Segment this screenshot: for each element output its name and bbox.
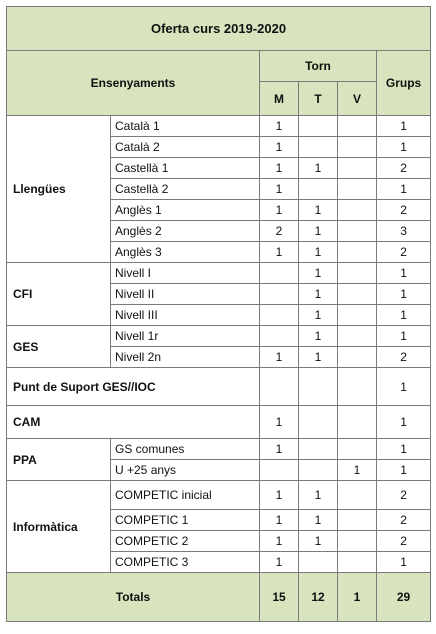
shift-t-cell: 1 [299, 263, 338, 284]
shift-v-cell [338, 284, 377, 305]
shift-m-cell [260, 368, 299, 406]
shift-m-cell: 1 [260, 158, 299, 179]
subject-cell: COMPETIC 1 [111, 510, 260, 531]
shift-t-cell: 1 [299, 305, 338, 326]
groups-cell: 2 [377, 200, 431, 221]
groups-cell: 2 [377, 510, 431, 531]
total-shift-t: 12 [299, 573, 338, 622]
shift-t-cell: 1 [299, 481, 338, 510]
offer-table [6, 6, 431, 622]
shift-v-cell [338, 326, 377, 347]
category-cell: CFI [7, 263, 111, 326]
shift-v-cell [338, 552, 377, 573]
shift-t-cell: 1 [299, 347, 338, 368]
subject-cell: Nivell 1r [111, 326, 260, 347]
shift-m-cell [260, 263, 299, 284]
category-cell: Llengües [7, 116, 111, 263]
header-row-top [7, 51, 431, 82]
groups-cell: 1 [377, 284, 431, 305]
table-row [7, 326, 431, 347]
shift-v-cell [338, 510, 377, 531]
shift-m-cell: 1 [260, 347, 299, 368]
groups-cell: 2 [377, 531, 431, 552]
table-row [7, 263, 431, 284]
subject-cell: Castellà 1 [111, 158, 260, 179]
shift-v-cell [338, 439, 377, 460]
groups-cell: 1 [377, 263, 431, 284]
subject-cell: Nivell 2n [111, 347, 260, 368]
shift-m-cell: 1 [260, 116, 299, 137]
shift-v-cell [338, 305, 377, 326]
shift-v-cell [338, 531, 377, 552]
shift-v-cell [338, 242, 377, 263]
category-cell: PPA [7, 439, 111, 481]
shift-m-cell: 1 [260, 406, 299, 439]
groups-cell: 2 [377, 481, 431, 510]
shift-t-cell: 1 [299, 326, 338, 347]
totals-row [7, 573, 431, 622]
shift-t-cell: 1 [299, 221, 338, 242]
shift-t-cell [299, 179, 338, 200]
shift-m-cell: 2 [260, 221, 299, 242]
table-row [7, 406, 431, 439]
table-title: Oferta curs 2019-2020 [7, 7, 431, 51]
shift-v-cell [338, 221, 377, 242]
shift-v-cell: 1 [338, 460, 377, 481]
groups-cell: 1 [377, 460, 431, 481]
groups-cell: 1 [377, 179, 431, 200]
shift-t-cell: 1 [299, 200, 338, 221]
shift-m-cell: 1 [260, 137, 299, 158]
shift-t-cell [299, 137, 338, 158]
shift-t-cell: 1 [299, 284, 338, 305]
shift-v-cell [338, 200, 377, 221]
category-cell: CAM [7, 406, 260, 439]
shift-m-cell: 1 [260, 481, 299, 510]
shift-m-cell: 1 [260, 510, 299, 531]
total-shift-v: 1 [338, 573, 377, 622]
table-row [7, 481, 431, 510]
shift-v-cell [338, 347, 377, 368]
table-body [7, 7, 431, 622]
subject-cell: GS comunes [111, 439, 260, 460]
shift-t-cell: 1 [299, 158, 338, 179]
table-row [7, 439, 431, 460]
groups-cell: 1 [377, 326, 431, 347]
category-cell: Punt de Suport GES//IOC [7, 368, 260, 406]
groups-cell: 2 [377, 242, 431, 263]
subject-cell: Català 2 [111, 137, 260, 158]
shift-m-cell [260, 284, 299, 305]
shift-v-cell [338, 137, 377, 158]
shift-m-cell: 1 [260, 200, 299, 221]
category-cell: GES [7, 326, 111, 368]
header-grups: Grups [377, 51, 431, 116]
shift-m-cell: 1 [260, 531, 299, 552]
subject-cell: COMPETIC inicial [111, 481, 260, 510]
subject-cell: COMPETIC 3 [111, 552, 260, 573]
groups-cell: 2 [377, 158, 431, 179]
shift-m-cell: 1 [260, 552, 299, 573]
shift-t-cell [299, 368, 338, 406]
shift-t-cell: 1 [299, 510, 338, 531]
subject-cell: Anglès 1 [111, 200, 260, 221]
subject-cell: Castellà 2 [111, 179, 260, 200]
shift-t-cell: 1 [299, 531, 338, 552]
subject-cell: Anglès 2 [111, 221, 260, 242]
shift-t-cell [299, 439, 338, 460]
category-cell: Informàtica [7, 481, 111, 573]
shift-v-cell [338, 368, 377, 406]
totals-label: Totals [7, 573, 260, 622]
total-shift-m: 15 [260, 573, 299, 622]
groups-cell: 3 [377, 221, 431, 242]
total-groups: 29 [377, 573, 431, 622]
shift-m-cell: 1 [260, 179, 299, 200]
table-row [7, 116, 431, 137]
shift-m-cell [260, 305, 299, 326]
groups-cell: 1 [377, 406, 431, 439]
shift-m-cell [260, 326, 299, 347]
shift-t-cell [299, 406, 338, 439]
shift-t-cell: 1 [299, 242, 338, 263]
groups-cell: 1 [377, 439, 431, 460]
header-ensenyaments: Ensenyaments [7, 51, 260, 116]
header-shift-v: V [338, 82, 377, 116]
subject-cell: Nivell II [111, 284, 260, 305]
groups-cell: 1 [377, 137, 431, 158]
groups-cell: 1 [377, 368, 431, 406]
shift-v-cell [338, 481, 377, 510]
shift-v-cell [338, 116, 377, 137]
subject-cell: Anglès 3 [111, 242, 260, 263]
groups-cell: 1 [377, 116, 431, 137]
shift-m-cell: 1 [260, 439, 299, 460]
header-shift-m: M [260, 82, 299, 116]
subject-cell: Català 1 [111, 116, 260, 137]
subject-cell: COMPETIC 2 [111, 531, 260, 552]
subject-cell: Nivell III [111, 305, 260, 326]
shift-v-cell [338, 406, 377, 439]
groups-cell: 1 [377, 305, 431, 326]
table-row [7, 368, 431, 406]
shift-v-cell [338, 263, 377, 284]
groups-cell: 1 [377, 552, 431, 573]
shift-t-cell [299, 116, 338, 137]
shift-v-cell [338, 179, 377, 200]
subject-cell: U +25 anys [111, 460, 260, 481]
shift-m-cell: 1 [260, 242, 299, 263]
header-torn: Torn [260, 51, 377, 82]
shift-m-cell [260, 460, 299, 481]
groups-cell: 2 [377, 347, 431, 368]
shift-t-cell [299, 552, 338, 573]
subject-cell: Nivell I [111, 263, 260, 284]
header-shift-t: T [299, 82, 338, 116]
shift-v-cell [338, 158, 377, 179]
title-row [7, 7, 431, 51]
shift-t-cell [299, 460, 338, 481]
